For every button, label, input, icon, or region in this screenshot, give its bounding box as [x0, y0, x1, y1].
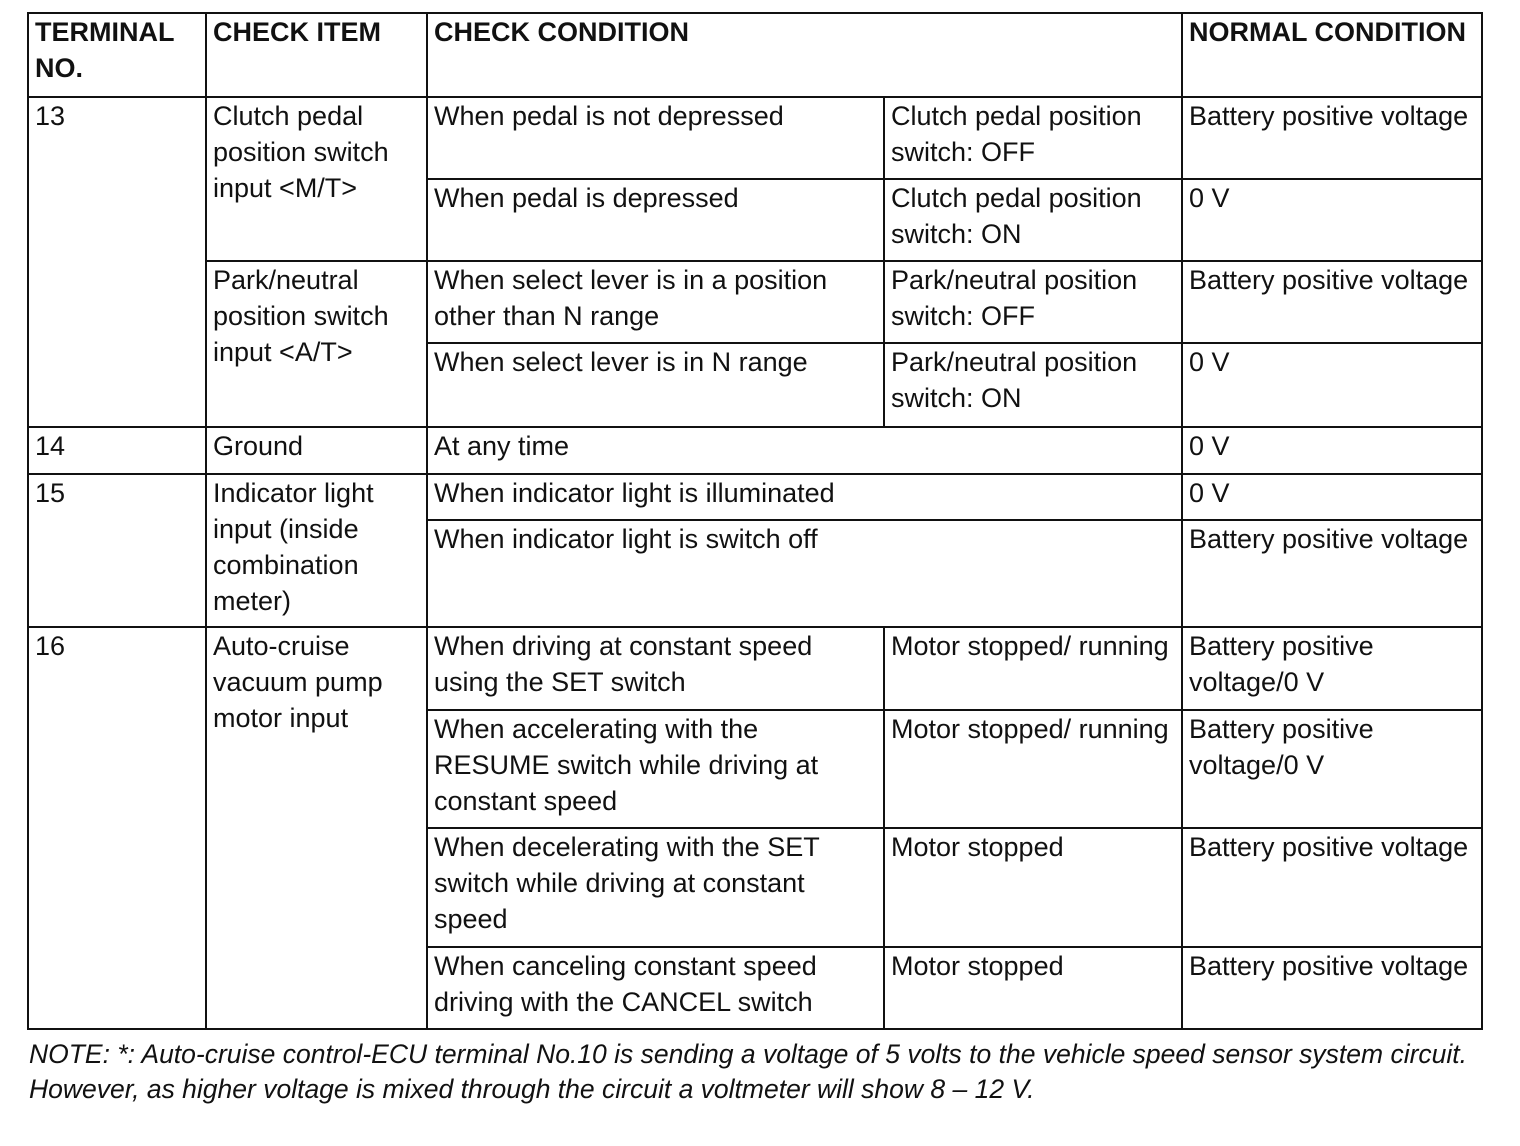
- check-item-park-neutral-switch: Park/neutral position switch input <A/T>: [206, 261, 427, 427]
- check-condition: When select lever is in a position other than N range: [427, 261, 884, 343]
- check-condition: When indicator light is switch off: [427, 520, 1182, 627]
- check-condition: When indicator light is illuminated: [427, 474, 1182, 520]
- normal-condition: 0 V: [1182, 427, 1482, 474]
- normal-condition: Battery positive voltage: [1182, 947, 1482, 1029]
- switch-state: Park/neutral position switch: ON: [884, 343, 1182, 427]
- table-row: [28, 427, 1482, 474]
- normal-condition: 0 V: [1182, 343, 1482, 427]
- check-condition: When accelerating with the RESUME switch while driving at constant speed: [427, 710, 884, 828]
- switch-state: Clutch pedal position switch: ON: [884, 179, 1182, 261]
- check-condition: At any time: [427, 427, 1182, 474]
- header-row: [28, 13, 1482, 97]
- check-item-clutch-switch: Clutch pedal position switch input <M/T>: [206, 97, 427, 261]
- normal-condition: Battery positive voltage: [1182, 828, 1482, 947]
- normal-condition: 0 V: [1182, 179, 1482, 261]
- header-terminal-no: TERMINAL NO.: [28, 13, 206, 97]
- normal-condition: 0 V: [1182, 474, 1482, 520]
- table-row: [28, 627, 1482, 710]
- terminal-16: 16: [28, 627, 206, 1029]
- check-condition: When driving at constant speed using the SET switch: [427, 627, 884, 710]
- header-normal-condition: NORMAL CONDITION: [1182, 13, 1482, 97]
- check-condition: When select lever is in N range: [427, 343, 884, 427]
- footnote: NOTE: *: Auto-cruise control-ECU terminal No.10 is sending a voltage of 5 volts to the vehicle speed sensor system circuit. However, as higher voltage is mixed through the circuit a voltmeter will show 8 – 12 V.: [29, 1039, 1468, 1104]
- terminal-13: 13: [28, 97, 206, 427]
- check-condition: When decelerating with the SET switch while driving at constant speed: [427, 828, 884, 947]
- motor-state: Motor stopped/ running: [884, 710, 1182, 828]
- check-item-ground: Ground: [206, 427, 427, 474]
- motor-state: Motor stopped: [884, 828, 1182, 947]
- table-row: [28, 261, 1482, 343]
- normal-condition: Battery positive voltage/0 V: [1182, 627, 1482, 710]
- header-check-condition: CHECK CONDITION: [427, 13, 1182, 97]
- switch-state: Clutch pedal position switch: OFF: [884, 97, 1182, 179]
- check-item-indicator-light: Indicator light input (inside combination meter): [206, 474, 427, 627]
- terminal-check-table: [27, 12, 1483, 1030]
- header-check-item: CHECK ITEM: [206, 13, 427, 97]
- check-item-vacuum-pump-motor: Auto-cruise vacuum pump motor input: [206, 627, 427, 1029]
- normal-condition: Battery positive voltage/0 V: [1182, 710, 1482, 828]
- check-condition: When canceling constant speed driving with the CANCEL switch: [427, 947, 884, 1029]
- terminal-14: 14: [28, 427, 206, 474]
- terminal-15: 15: [28, 474, 206, 627]
- table-row: [28, 474, 1482, 520]
- motor-state: Motor stopped/ running: [884, 627, 1182, 710]
- switch-state: Park/neutral position switch: OFF: [884, 261, 1182, 343]
- normal-condition: Battery positive voltage: [1182, 261, 1482, 343]
- normal-condition: Battery positive voltage: [1182, 520, 1482, 627]
- check-condition: When pedal is not depressed: [427, 97, 884, 179]
- check-condition: When pedal is depressed: [427, 179, 884, 261]
- normal-condition: Battery positive voltage: [1182, 97, 1482, 179]
- table-row: [28, 97, 1482, 179]
- motor-state: Motor stopped: [884, 947, 1182, 1029]
